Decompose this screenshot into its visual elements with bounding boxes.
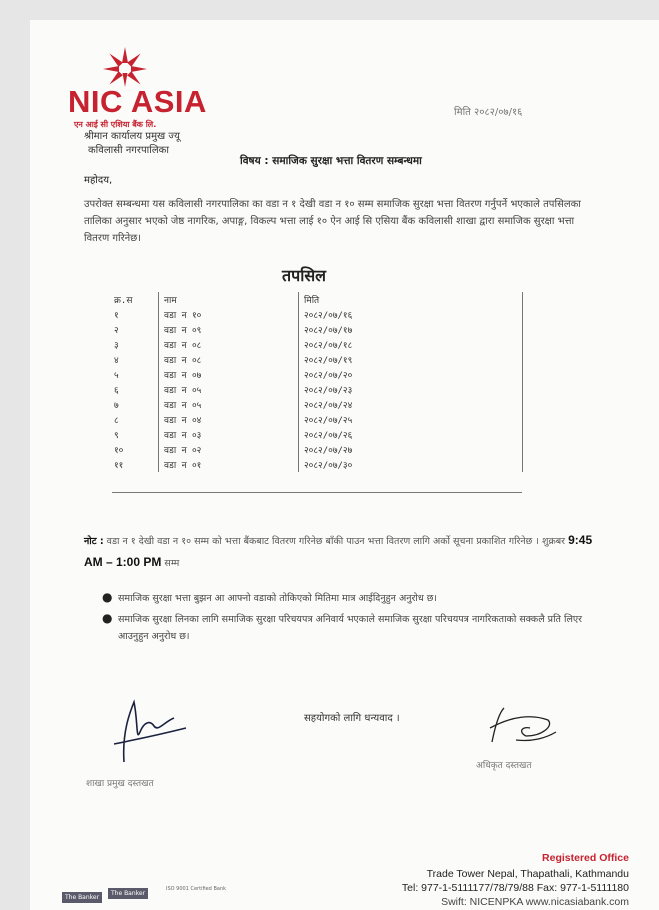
table-divider [298,292,299,472]
table-row [112,457,524,472]
cell-date: २०८२/०७/२५ [304,416,353,426]
body-paragraph: उपरोक्त सम्बन्धमा यस कविलासी नगरपालिका का वडा न १ देखी वडा न १० सम्म समाजिक सुरक्षा भत्ता वितरण गर्नुपर्ने भएकाले तपसिलका तालिका अनुसार भएको जेष्ठ नागरिक, अपाङ्ग, विकल्प भत्ता लाई १० ऐन आई सि एसिया बैंक कविलासी शाखा द्वारा समाजिक सुरक्षा भत्ता वितरण गरिनेछ। [84,199,581,244]
table-row [112,382,524,397]
cell-sn: २ [114,326,119,336]
cell-date: २०८२/०७/३० [304,461,353,471]
cell-date: २०८२/०७/२० [304,371,353,381]
cell-name: वडा न ०९ [164,326,202,336]
note-label: नोट : [84,536,104,547]
table-row [112,397,524,412]
time-range: 9:45 AM – 1:00 PM [84,533,593,569]
office-web: Swift: NICENPKA www.nicasiabank.com [441,896,629,908]
office-address: Trade Tower Nepal, Thapathali, Kathmandu [426,868,629,880]
cell-name: वडा न ०७ [164,371,202,381]
right-signature-label: अधिकृत दस्तखत [476,761,532,771]
greeting: महोदय, [84,175,113,186]
col-header-date: मिति [304,296,320,306]
cell-date: २०८२/०७/१८ [304,341,353,351]
municipality: कविलासी नगरपालिका [88,145,169,156]
cell-name: वडा न ०५ [164,401,202,411]
col-header-sn: क्र.स [114,296,133,306]
cell-date: २०८२/०७/२४ [304,401,353,411]
note-suffix: सम्म [164,558,180,569]
table-row [112,352,524,367]
award-badge: The Banker [108,888,148,899]
table-row [112,412,524,427]
table-row [112,442,524,457]
cell-date: २०८२/०७/२७ [304,446,353,456]
cell-date: २०८२/०७/१७ [304,326,353,336]
award-badge: The Banker [62,892,102,903]
bullet-text: समाजिक सुरक्षा भत्ता बुझन आ आफ्नो वडाको तोकिएको मितिमा मात्र आईदिनुहुन अनुरोध छ। [118,593,437,604]
schedule-table [112,292,524,472]
cell-date: २०८२/०७/२३ [304,386,353,396]
cell-name: वडा न ०८ [164,356,202,366]
table-row [112,367,524,382]
table-divider [158,292,159,472]
cell-sn: १ [114,311,119,321]
thanks-line: सहयोगको लागि धन्यवाद । [304,713,400,724]
cell-name: वडा न ०८ [164,341,202,351]
registered-office-title: Registered Office [542,852,629,864]
table-bottom-rule [112,492,522,493]
cell-name: वडा न ०५ [164,386,202,396]
left-signature-label: शाखा प्रमुख दस्तखत [86,779,154,789]
cell-date: २०८२/०७/१६ [304,311,353,321]
cell-sn: १० [114,446,124,456]
bullet-icon: ● [102,611,113,625]
note-paragraph [84,530,604,574]
logo-text: NIC ASIA [68,84,207,119]
cell-sn: ९ [114,431,119,441]
recipient: श्रीमान कार्यालय प्रमुख ज्यू [84,131,180,142]
bullet-list [102,590,588,649]
table-divider [522,292,523,472]
cell-sn: ४ [114,356,119,366]
table-row [112,427,524,442]
cell-name: वडा न १० [164,311,202,321]
list-item [102,611,588,645]
note-text: वडा न १ देखी वडा न १० सम्म को भत्ता बैंकबाट वितरण गरिनेछ बाँकी पाउन भत्ता वितरण लागि अर्को सूचना प्रकाशित गरिनेछ । शुक्रबर [106,536,566,547]
cell-sn: ३ [114,341,119,351]
table-row [112,337,524,352]
cell-name: वडा न ०१ [164,461,202,471]
bullet-text: समाजिक सुरक्षा लिनका लागि समाजिक सुरक्षा परिचयपत्र अनिवार्य भएकाले समाजिक सुरक्षा परिचयपत्र नागरिकताको सक्कलै प्रति लिएर आउनुहुन अनुरोध छ। [118,614,583,642]
cell-sn: ११ [114,461,124,471]
list-item [102,590,588,607]
table-header-row [112,292,524,307]
table-row [112,307,524,322]
subject-line: विषय : समाजिक सुरक्षा भत्ता वितरण सम्बन्धमा [240,155,422,167]
reference-date: मिति २०८२/०७/१६ [454,107,523,118]
col-header-name: नाम [164,296,177,306]
letter-page [30,20,659,910]
cell-name: वडा न ०२ [164,446,202,456]
table-heading: तपसिल [282,266,327,285]
cell-date: २०८२/०७/१९ [304,356,353,366]
cell-sn: ६ [114,386,119,396]
cell-name: वडा न ०३ [164,431,202,441]
logo-subtitle: एन आई सी एशिया बैंक लि. [74,120,157,129]
office-phone: Tel: 977-1-5111177/78/79/88 Fax: 977-1-5111180 [401,882,629,894]
cell-name: वडा न ०४ [164,416,202,426]
cell-sn: ५ [114,371,119,381]
iso-certification: ISO 9001 Certified Bank [166,886,227,892]
bullet-icon: ● [102,590,113,604]
cell-sn: ७ [114,401,119,411]
left-signature-icon [94,692,194,772]
cell-date: २०८२/०७/२६ [304,431,353,441]
right-signature-icon [482,702,562,752]
table-row [112,322,524,337]
cell-sn: ८ [114,416,119,426]
